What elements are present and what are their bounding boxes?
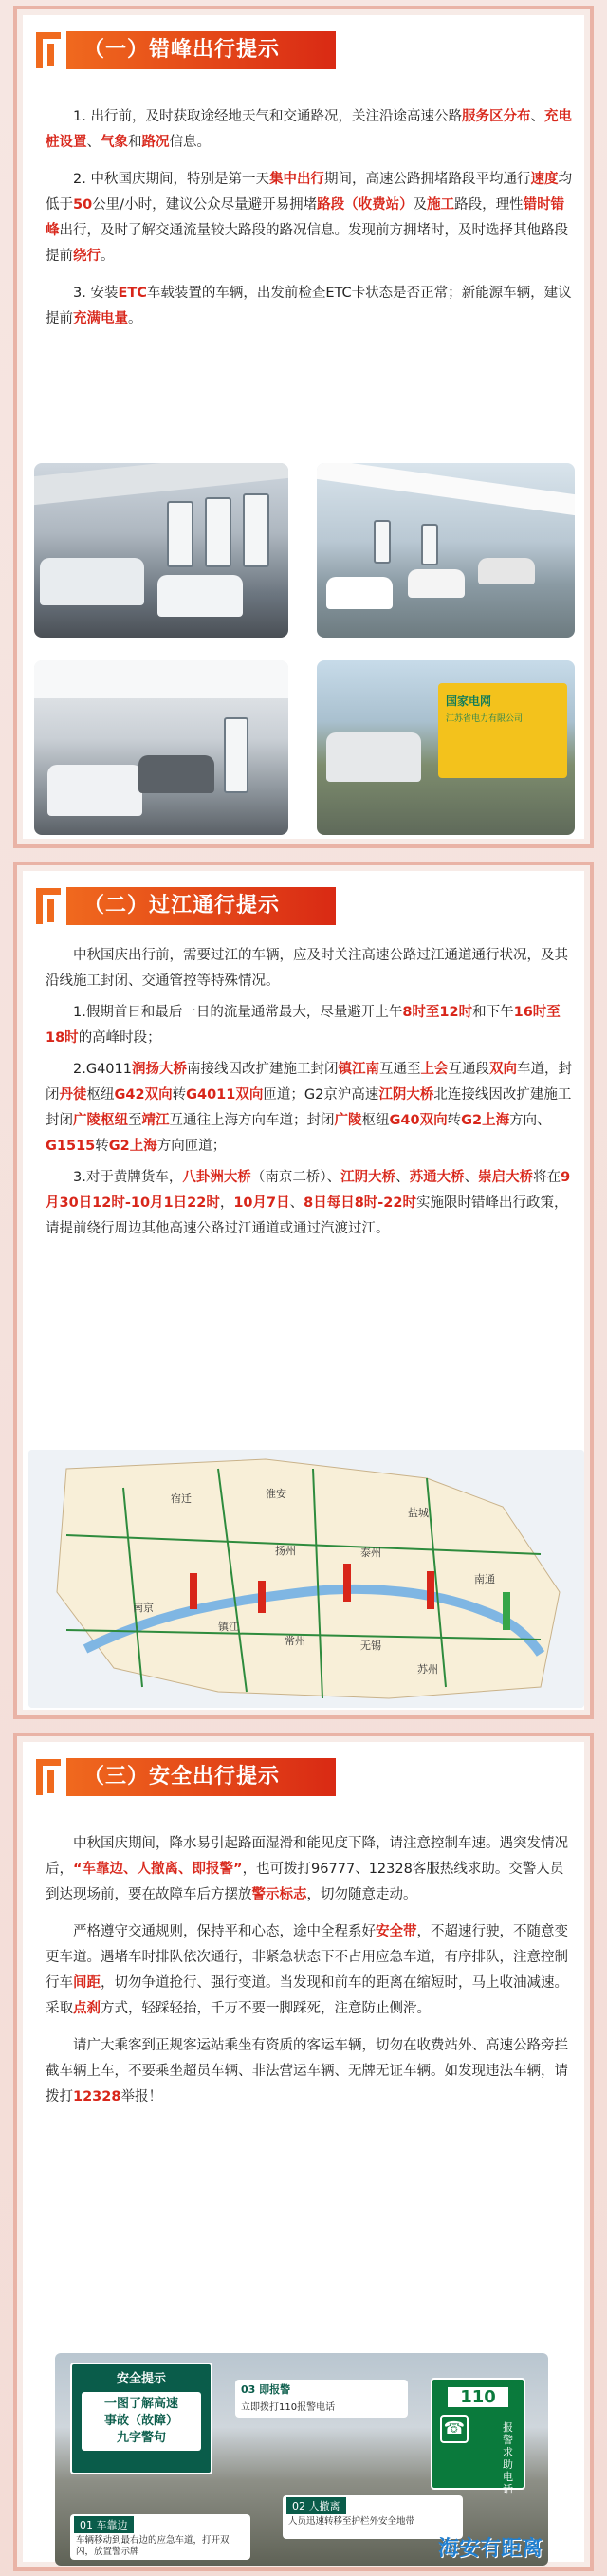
section-header xyxy=(34,884,336,928)
watermark: 海安有距离 xyxy=(437,2537,543,2561)
emergency-phone-sign: 110 ☎ 报警求助电话 xyxy=(431,2378,525,2490)
map-label: 无锡 xyxy=(360,1640,381,1652)
charging-truck xyxy=(438,683,567,778)
charging-station-photo xyxy=(317,463,575,638)
safety-poster xyxy=(55,2353,548,2566)
river-crossing-map xyxy=(28,1450,584,1708)
map-label: 泰州 xyxy=(360,1547,381,1559)
map-label: 盐城 xyxy=(408,1507,429,1519)
map-label: 南通 xyxy=(474,1573,495,1585)
section-body xyxy=(46,943,577,1248)
paragraph: 1. 出行前，及时获取途经地天气和交通路况，关注沿途高速公路服务区分布、充电桩设置、气象和路况信息。 xyxy=(46,109,572,150)
phone-icon: ☎ xyxy=(440,2415,469,2443)
truck-sign-sub: 江苏省电力有限公司 xyxy=(446,714,524,724)
paragraph: 中秋国庆出行前，需要过江的车辆，应及时关注高速公路过江通道通行状况，及其沿线施工封闭、交通管控等特殊情况。 xyxy=(46,948,568,989)
map-label: 淮安 xyxy=(266,1488,286,1500)
charging-station-photo xyxy=(34,660,288,835)
section-title: （一）错峰出行提示 xyxy=(66,31,336,69)
map-label: 镇江 xyxy=(218,1621,239,1633)
closed-section-marker xyxy=(427,1571,434,1609)
closed-section-marker xyxy=(258,1581,266,1613)
bracket-icon xyxy=(34,1755,66,1799)
bracket-icon xyxy=(34,884,66,928)
section-title: （二）过江通行提示 xyxy=(66,887,336,925)
paragraph: 2. 中秋国庆期间，特别是第一天集中出行期间，高速公路拥堵路段平均通行速度均低于50公里/小时，建议公众尽量避开易拥堵路段（收费站）及施工路段，理性错时错峰出行，及时了解交通流量较大路段的路况信息。发现前方拥堵时，及时选择其他路段提前绕行。 xyxy=(46,172,572,264)
section-travel-tips xyxy=(13,6,594,848)
map-label: 南京 xyxy=(133,1602,154,1614)
map-label: 常州 xyxy=(285,1635,305,1647)
poster-tag: 安全提示 xyxy=(116,2372,166,2386)
poster-slogan-box xyxy=(70,2363,212,2474)
section-body xyxy=(46,104,577,343)
section-title: （三）安全出行提示 xyxy=(66,1758,336,1796)
map-label: 扬州 xyxy=(275,1545,296,1557)
section-safety-tips xyxy=(13,1733,594,2571)
poster-slogan: 一图了解高速 事故（故障） 九字警句 xyxy=(82,2392,201,2451)
paragraph: 中秋国庆期间，降水易引起路面湿滑和能见度下降，请注意控制车速。遇突发情况后，“车靠边、人撤离、即报警”，也可拨打96777、12328客服热线求助。交警人员到达现场前，要在故障车后方摆放警示标志，切勿随意走动。 xyxy=(46,1836,568,1902)
map-svg xyxy=(28,1450,584,1708)
map-label: 宿迁 xyxy=(171,1492,192,1505)
closed-section-marker xyxy=(190,1573,197,1609)
truck-sign: 国家电网 xyxy=(446,695,492,708)
section-body xyxy=(46,1831,577,2122)
section-header xyxy=(34,1755,336,1799)
poster-step-1: 01 车靠边 车辆移动到最右边的应急车道，打开双闪，放置警示牌 xyxy=(70,2514,250,2560)
poster-step-3: 03 即报警 立即拨打110报警电话 xyxy=(235,2380,408,2418)
paragraph: 请广大乘客到正规客运站乘坐有资质的客运车辆，切勿在收费站外、高速公路旁拦截车辆上车，不要乘坐超员车辆、非法营运车辆、无牌无证车辆。如发现违法车辆，请拨打12328举报！ xyxy=(46,2038,568,2104)
paragraph: 1.假期首日和最后一日的流量通常最大，尽量避开上午8时至12时和下午16时至18时的高峰时段； xyxy=(46,1005,561,1046)
charging-station-photo xyxy=(34,463,288,638)
paragraph: 严格遵守交通规则，保持平和心态，途中全程系好安全带，不超速行驶，不随意变更车道。遇堵车时排队依次通行，非紧急状态下不占用应急车道，有序排队，注意控制行车间距，切勿争道抢行、强行变道。当发现和前车的距离在缩短时，马上收油减速。采取点刹方式，轻踩轻抬，千万不要一脚踩死，注意防止侧滑。 xyxy=(46,1924,568,2016)
section-header xyxy=(34,28,336,72)
paragraph: 3.对于黄牌货车，八卦洲大桥（南京二桥）、江阴大桥、苏通大桥、崇启大桥将在9月30日12时-10月1日22时，10月7日、8日每日8时-22时实施限时错峰出行政策，请提前绕行周边其他高速公路过江通道或通过汽渡过江。 xyxy=(46,1170,571,1236)
paragraph: 3. 安装ETC车载装置的车辆，出发前检查ETC卡状态是否正常；新能源车辆，建议提前充满电量。 xyxy=(46,286,572,326)
bracket-icon xyxy=(34,28,66,72)
bridge-marker xyxy=(503,1592,510,1630)
poster-step-2: 02 人撤离 人员迅速转移至护栏外安全地带 xyxy=(283,2495,463,2539)
section-river-crossing xyxy=(13,862,594,1719)
closed-section-marker xyxy=(343,1564,351,1602)
mobile-charging-truck-photo xyxy=(317,660,575,835)
paragraph: 2.G4011润扬大桥南接线因改扩建施工封闭镇江南互通至上会互通段双向车道，封闭丹徒枢纽G42双向转G4011双向匝道；G2京沪高速江阴大桥北连接线因改扩建施工封闭广陵枢纽至靖江互通往上海方向车道；封闭广陵枢纽G40双向转G2上海方向、G1515转G2上海方向匝道； xyxy=(46,1062,572,1154)
map-label: 苏州 xyxy=(417,1663,438,1676)
